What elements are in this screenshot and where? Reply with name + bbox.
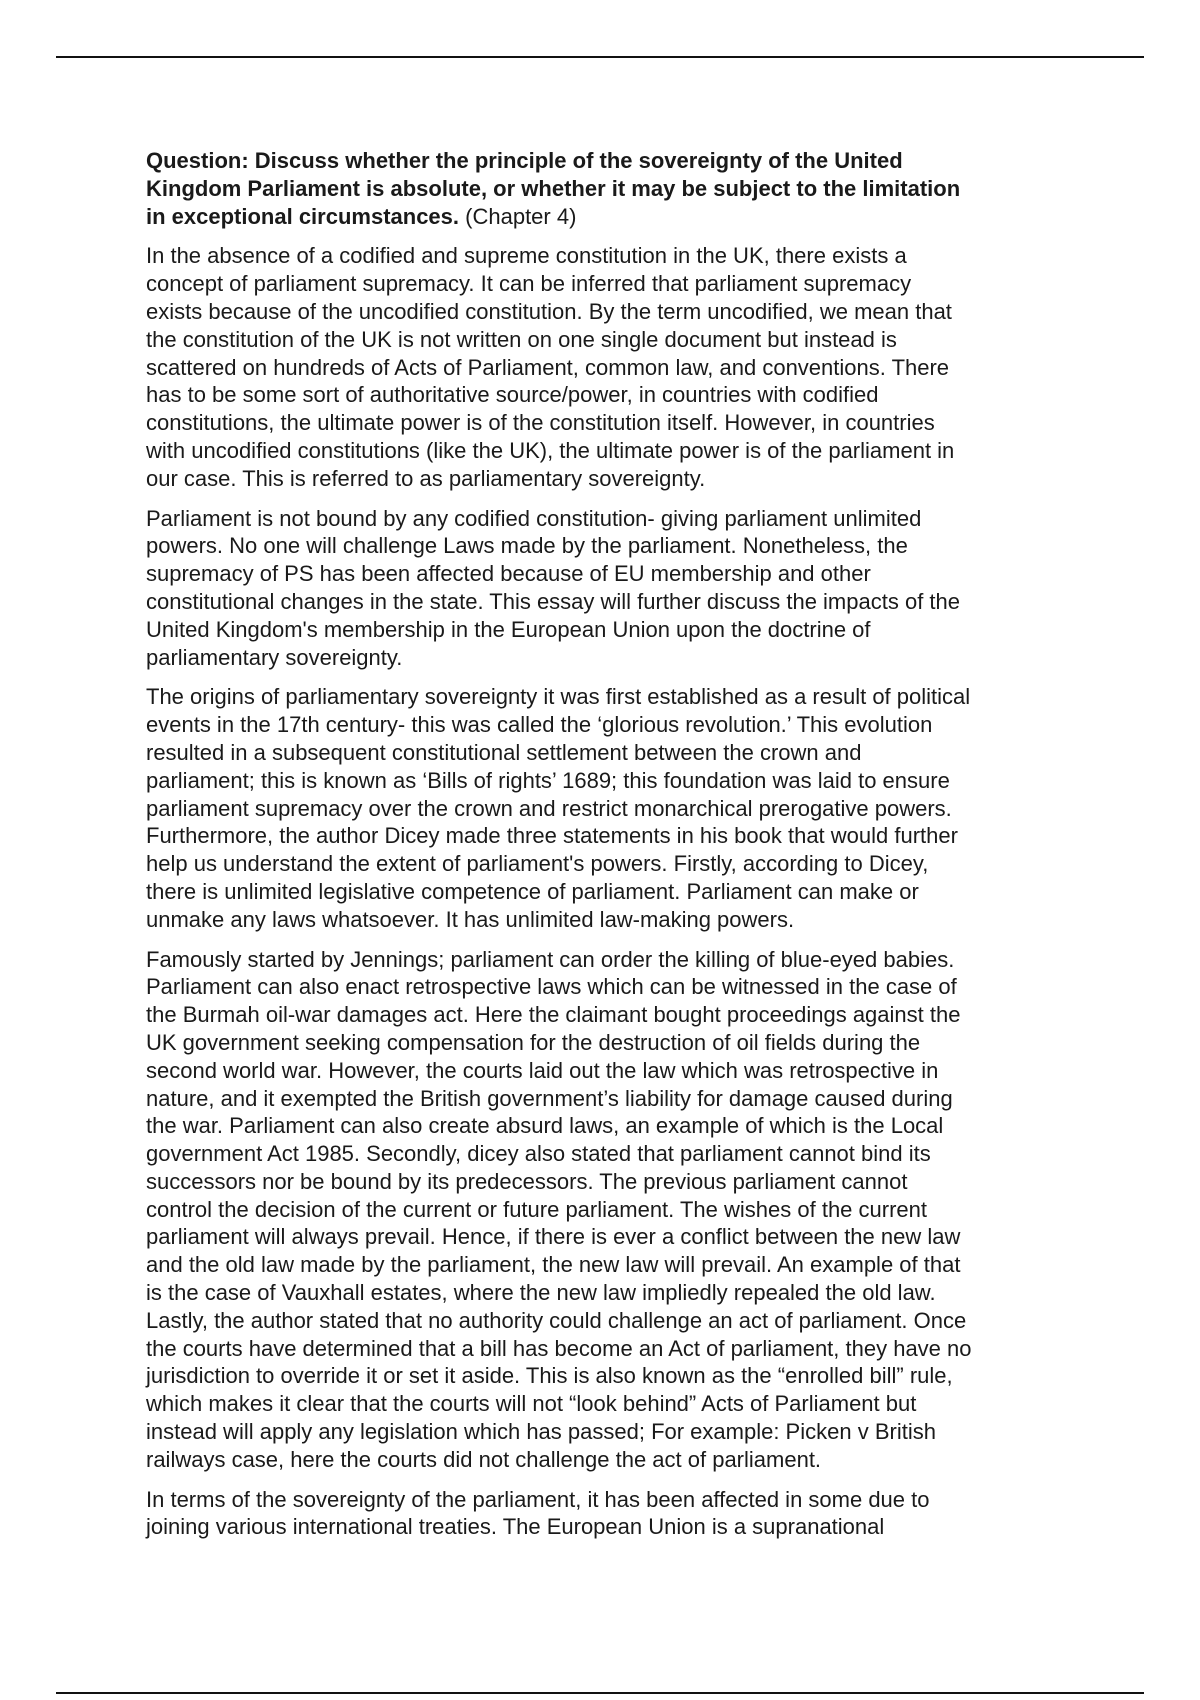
paragraph-line: railways case, here the courts did not challenge the act of parliament. [146,1446,822,1472]
paragraph-line: unmake any laws whatsoever. It has unlimited law-making powers. [146,906,795,932]
paragraph-line: In the absence of a codified and supreme constitution in the UK, there exists a [146,243,907,269]
paragraph-line: parliamentary sovereignty. [146,644,403,670]
paragraph-line: nature, and it exempted the British government’s liability for damage caused during [146,1085,953,1111]
page-top-rule [56,56,1144,58]
paragraph-line: In terms of the sovereignty of the parliament, it has been affected in some due to [146,1486,930,1512]
paragraph-line: United Kingdom's membership in the European Union upon the doctrine of [146,616,871,642]
paragraph-line: the courts have determined that a bill has become an Act of parliament, they have no [146,1335,972,1361]
body-paragraph [146,946,1076,1474]
body-paragraph [146,1486,1076,1542]
paragraph-line: successors nor be bound by its predecessors. The previous parliament cannot [146,1168,908,1194]
paragraph-line: supremacy of PS has been affected because of EU membership and other [146,561,871,587]
paragraph-line: exists because of the uncodified constitution. By the term uncodified, we mean that [146,298,952,324]
paragraph-line: joining various international treaties. The European Union is a supranational [146,1514,885,1540]
body-paragraph [146,683,1076,933]
document-body [146,147,1076,1553]
paragraph-line: Parliament is not bound by any codified constitution- giving parliament unlimited [146,505,922,531]
paragraph-line: events in the 17th century- this was called the ‘glorious revolution.’ This evolution [146,712,933,738]
question-line: in exceptional circumstances. [146,203,460,229]
paragraph-line: constitutional changes in the state. This essay will further discuss the impacts of the [146,588,960,614]
paragraph-line: Famously started by Jennings; parliament can order the killing of blue-eyed babies. [146,946,955,972]
paragraph-line: has to be some sort of authoritative source/power, in countries with codified [146,382,879,408]
paragraph-line: powers. No one will challenge Laws made by the parliament. Nonetheless, the [146,533,908,559]
paragraph-line: which makes it clear that the courts will not “look behind” Acts of Parliament but [146,1391,917,1417]
paragraph-line: the Burmah oil-war damages act. Here the claimant bought proceedings against the [146,1002,961,1028]
paragraph-line: Furthermore, the author Dicey made three statements in his book that would further [146,823,958,849]
paragraph-line: the war. Parliament can also create absurd laws, an example of which is the Local [146,1113,944,1139]
paragraph-line: there is unlimited legislative competence of parliament. Parliament can make or [146,878,919,904]
paragraph-line: concept of parliament supremacy. It can be inferred that parliament supremacy [146,271,912,297]
paragraph-line: constitutions, the ultimate power is of the constitution itself. However, in countries [146,410,935,436]
paragraph-line: The origins of parliamentary sovereignty it was first established as a result of political [146,684,971,710]
paragraph-line: scattered on hundreds of Acts of Parliament, common law, and conventions. There [146,354,950,380]
paragraph-line: government Act 1985. Secondly, dicey also stated that parliament cannot bind its [146,1141,931,1167]
paragraph-line: resulted in a subsequent constitutional settlement between the crown and [146,739,862,765]
paragraph-line: instead will apply any legislation which has passed; For example: Picken v British [146,1419,936,1445]
paragraph-line: jurisdiction to override it or set it aside. This is also known as the “enrolled bill” rule, [146,1363,953,1389]
paragraph-line: parliament; this is known as ‘Bills of rights’ 1689; this foundation was laid to ensure [146,767,950,793]
paragraph-line: our case. This is referred to as parliamentary sovereignty. [146,465,706,491]
paragraph-line: control the decision of the current or future parliament. The wishes of the current [146,1196,927,1222]
paragraph-line: and the old law made by the parliament, the new law will prevail. An example of that [146,1252,961,1278]
page-bottom-rule [56,1692,1144,1694]
paragraph-line: the constitution of the UK is not written on one single document but instead is [146,326,897,352]
paragraph-line: Lastly, the author stated that no authority could challenge an act of parliament. Once [146,1307,967,1333]
question-line-last [146,203,1076,231]
paragraph-line: help us understand the extent of parliament's powers. Firstly, according to Dicey, [146,851,929,877]
paragraph-line: second world war. However, the courts laid out the law which was retrospective in [146,1057,939,1083]
body-paragraph [146,242,1076,492]
paragraph-line: parliament supremacy over the crown and restrict monarchical prerogative powers. [146,795,952,821]
paragraph-line: Parliament can also enact retrospective laws which can be witnessed in the case of [146,974,957,1000]
question-line: Kingdom Parliament is absolute, or whether it may be subject to the limitation [146,175,961,201]
essay-paragraphs [146,242,1076,1541]
chapter-reference: (Chapter 4) [459,203,577,229]
question-line: Question: Discuss whether the principle of the sovereignty of the United [146,148,903,173]
paragraph-line: UK government seeking compensation for the destruction of oil fields during the [146,1029,921,1055]
paragraph-line: with uncodified constitutions (like the UK), the ultimate power is of the parliament in [146,437,955,463]
paragraph-line: parliament will always prevail. Hence, if there is ever a conflict between the new law [146,1224,961,1250]
paragraph-line: is the case of Vauxhall estates, where the new law impliedly repealed the old law. [146,1280,936,1306]
question-heading [146,147,1076,230]
body-paragraph [146,505,1076,672]
